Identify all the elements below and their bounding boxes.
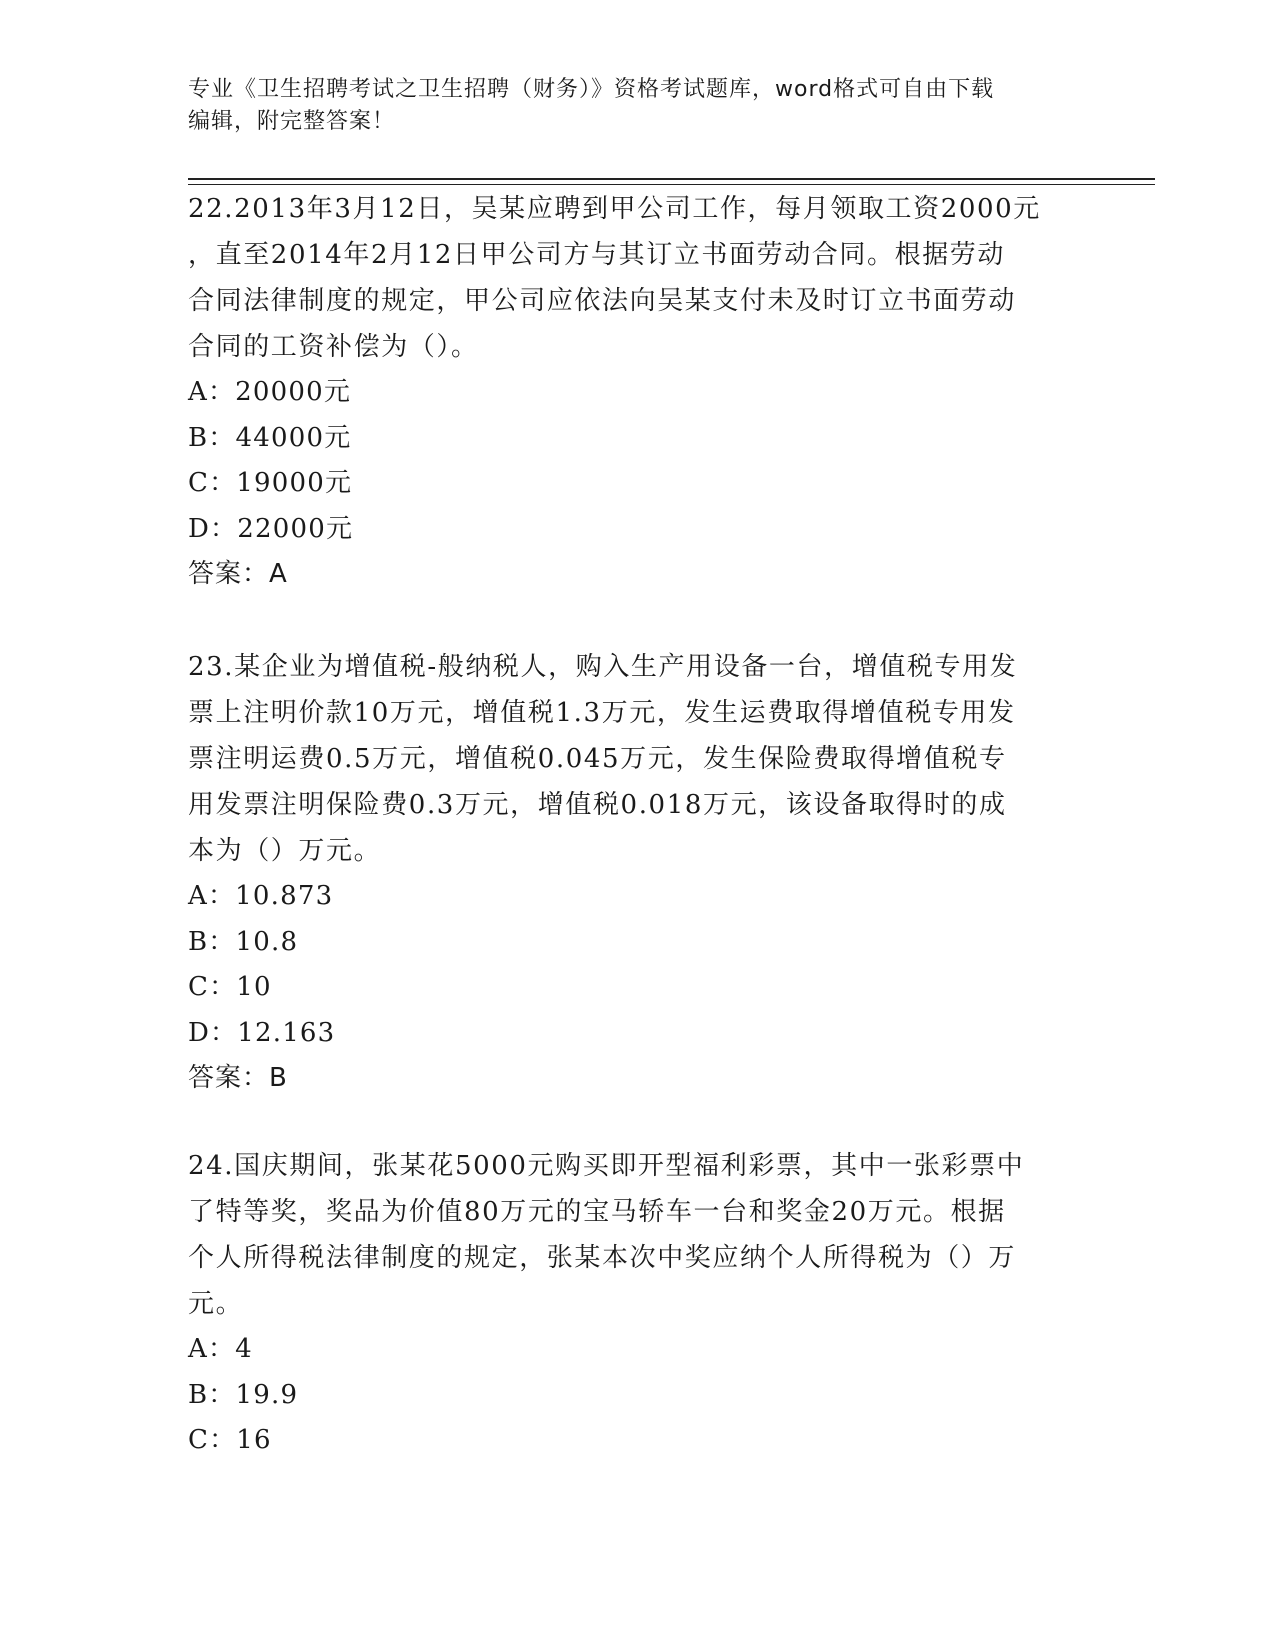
answer-line: 答案：B [188, 1063, 288, 1093]
option-d: D：12.163 [188, 1017, 336, 1048]
document-header [188, 74, 1088, 138]
option-b: B：10.8 [188, 926, 299, 957]
header-line-2: 编辑，附完整答案！ [188, 109, 396, 134]
question-text-line: 22.2013年3月12日，吴某应聘到甲公司工作，每月领取工资2000元 [188, 194, 1041, 224]
question-text-line: 合同法律制度的规定，甲公司应依法向吴某支付未及时订立书面劳动 [188, 286, 1017, 316]
header-divider-thick [188, 178, 1155, 180]
question-text-line: 了特等奖，奖品为价值80万元的宝马轿车一台和奖金20万元。根据 [188, 1197, 1006, 1227]
option-a: A：10.873 [188, 881, 334, 911]
question-text-line: 票上注明价款10万元，增值税1.3万元，发生运费取得增值税专用发 [188, 698, 1016, 728]
question-text-line: 元。 [188, 1289, 244, 1319]
option-a: A：20000元 [188, 377, 352, 407]
question-22 [188, 186, 1088, 597]
option-d: D：22000元 [188, 513, 354, 544]
option-b: B：19.9 [188, 1379, 299, 1410]
answer-line: 答案：A [188, 559, 288, 589]
question-text-line: 票注明运费0.5万元，增值税0.045万元，发生保险费取得增值税专 [188, 744, 1007, 774]
option-a: A：4 [188, 1334, 253, 1364]
question-23 [188, 644, 1088, 1101]
question-text-line: 本为（）万元。 [188, 836, 382, 866]
option-c: C：16 [188, 1425, 272, 1455]
option-c: C：19000元 [188, 468, 353, 498]
header-line-1: 专业《卫生招聘考试之卫生招聘（财务）》资格考试题库，word格式可自由下载 [188, 77, 995, 102]
header-divider-thin [188, 184, 1155, 185]
question-24 [188, 1143, 1088, 1464]
question-text-line: 个人所得税法律制度的规定，张某本次中奖应纳个人所得税为（）万 [188, 1243, 1017, 1273]
question-text-line: ，直至2014年2月12日甲公司方与其订立书面劳动合同。根据劳动 [188, 240, 1005, 270]
question-text-line: 23.某企业为增值税-般纳税人，购入生产用设备一台，增值税专用发 [188, 652, 1018, 682]
question-text-line: 合同的工资补偿为（）。 [188, 332, 479, 362]
question-text-line: 用发票注明保险费0.3万元，增值税0.018万元，该设备取得时的成 [188, 790, 1007, 820]
option-b: B：44000元 [188, 422, 352, 453]
question-text-line: 24.国庆期间，张某花5000元购买即开型福利彩票，其中一张彩票中 [188, 1151, 1025, 1181]
option-c: C：10 [188, 972, 272, 1002]
